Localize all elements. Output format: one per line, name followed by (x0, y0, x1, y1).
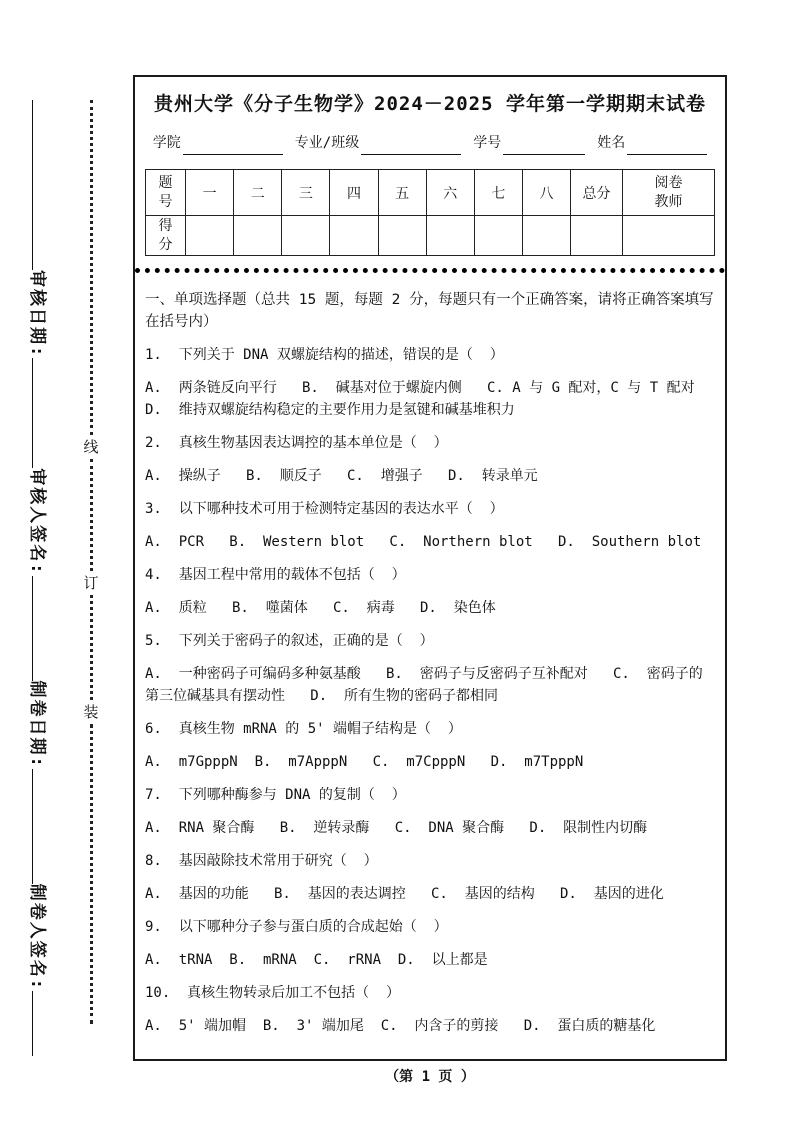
score-cell-5 (378, 216, 426, 256)
question-options: A. m7GpppN B. m7ApppN C. m7CpppN D. m7TpppN (145, 754, 584, 770)
grader-header-cell (623, 170, 715, 216)
column-header-4: 四 (330, 170, 378, 216)
question-options: A. 一种密码子可编码多种氨基酸 B. 密码子与反密码子互补配对 C. 密码子的第三位碱基具有摆动性 D. 所有生物的密码子都相同 (145, 666, 703, 704)
question-block-7 (145, 784, 715, 839)
review-date-label: 审核日期: (27, 270, 47, 359)
binding-dots-segment (90, 459, 93, 571)
student-info-row (145, 131, 715, 155)
major-class-label: 专业/班级 (294, 135, 360, 151)
question-block-4 (145, 564, 715, 619)
question-stem: 10. 真核生物转录后加工不包括（ ） (145, 985, 401, 1001)
college-field (153, 131, 283, 155)
reviewer-signature-label: 审核人签名: (27, 468, 47, 576)
binding-dots-segment (90, 724, 93, 1024)
binding-dots-segment (90, 100, 93, 435)
question-block-5 (145, 630, 715, 707)
making-date-blank (32, 576, 52, 681)
name-field (597, 131, 707, 155)
question-number-corner-cell (146, 170, 186, 216)
question-stem: 2. 真核生物基因表达调控的基本单位是（ ） (145, 435, 448, 451)
question-block-8 (145, 850, 715, 905)
score-table-header-row (146, 170, 715, 216)
score-cell-8 (522, 216, 570, 256)
maker-signature-label: 制卷人签名: (27, 883, 47, 991)
question-options: A. 两条链反向平行 B. 碱基对位于螺旋内侧 C. A 与 G 配对，C 与 T 配对 D. 维持双螺旋结构稳定的主要作用力是氢键和碱基堆积力 (145, 380, 720, 418)
question-options: A. 质粒 B. 噬菌体 C. 病毒 D. 染色体 (145, 600, 496, 616)
major-class-blank (361, 137, 461, 155)
exam-title: 贵州大学《分子生物学》2024－2025 学年第一学期期末试卷 (154, 93, 706, 115)
score-label: 得分 (158, 217, 173, 253)
question-stem: 5. 下列关于密码子的叙述，正确的是（ ） (145, 633, 434, 649)
column-header-8: 八 (522, 170, 570, 216)
score-row-label-cell (146, 216, 186, 256)
score-table-score-row (146, 216, 715, 256)
student-id-label: 学号 (473, 135, 502, 151)
major-class-field (295, 131, 461, 155)
score-table (145, 169, 715, 256)
making-date-label: 制卷日期: (27, 680, 47, 769)
binding-char-zhuang: 装 (83, 703, 99, 721)
column-header-5: 五 (378, 170, 426, 216)
question-options: A. 5' 端加帽 B. 3' 端加尾 C. 内含子的剪接 D. 蛋白质的糖基化 (145, 1018, 656, 1034)
reviewer-signature-blank (32, 358, 52, 468)
column-header-total: 总分 (571, 170, 623, 216)
column-header-7: 七 (474, 170, 522, 216)
section-heading: 一、单项选择题（总共 15 题，每题 2 分，每题只有一个正确答案，请将正确答案填写在括号内） (145, 292, 714, 330)
binding-char-ding: 订 (83, 574, 99, 592)
question-stem: 8. 基因敲除技术常用于研究（ ） (145, 853, 378, 869)
college-label: 学院 (152, 135, 181, 151)
score-cell-6 (426, 216, 474, 256)
column-header-2: 二 (234, 170, 282, 216)
question-block-10 (145, 982, 715, 1037)
grader-label: 阅卷教师 (654, 174, 683, 210)
question-number-label: 题号 (158, 174, 173, 210)
question-options: A. PCR B. Western blot C. Northern blot D. Southern blot (145, 534, 702, 550)
question-options: A. 基因的功能 B. 基因的表达调控 C. 基因的结构 D. 基因的进化 (145, 886, 664, 902)
score-cell-3 (282, 216, 330, 256)
question-block-1 (145, 344, 720, 421)
question-block-6 (145, 718, 715, 773)
dotted-separator (135, 268, 725, 273)
trailing-blank (32, 991, 52, 1056)
column-header-6: 六 (426, 170, 474, 216)
question-stem: 1. 下列关于 DNA 双螺旋结构的描述，错误的是（ ） (145, 347, 504, 363)
score-cell-1 (186, 216, 234, 256)
column-header-1: 一 (186, 170, 234, 216)
score-cell-total (571, 216, 623, 256)
college-blank (183, 137, 283, 155)
question-block-9 (145, 916, 715, 971)
student-id-field (473, 131, 585, 155)
binding-char-xian: 线 (83, 438, 99, 456)
maker-signature-blank (32, 769, 52, 884)
question-stem: 7. 下列哪种酶参与 DNA 的复制（ ） (145, 787, 406, 803)
question-stem: 6. 真核生物 mRNA 的 5' 端帽子结构是（ ） (145, 721, 462, 737)
question-block-2 (145, 432, 715, 487)
question-stem: 9. 以下哪种分子参与蛋白质的合成起始（ ） (145, 919, 448, 935)
question-block-3 (145, 498, 715, 553)
page-number: （第 1 页 ） (385, 1069, 475, 1085)
exam-paper-box (133, 75, 727, 1061)
binding-dots-segment (90, 595, 93, 700)
score-cell-4 (330, 216, 378, 256)
score-cell-grader (623, 216, 715, 256)
name-label: 姓名 (597, 135, 626, 151)
score-cell-7 (474, 216, 522, 256)
column-header-3: 三 (282, 170, 330, 216)
question-stem: 4. 基因工程中常用的载体不包括（ ） (145, 567, 406, 583)
question-options: A. tRNA B. mRNA C. rRNA D. 以上都是 (145, 952, 488, 968)
name-blank (627, 137, 707, 155)
binding-line (82, 100, 100, 1024)
question-options: A. 操纵子 B. 顺反子 C. 增强子 D. 转录单元 (145, 468, 538, 484)
question-options: A. RNA 聚合酶 B. 逆转录酶 C. DNA 聚合酶 D. 限制性内切酶 (145, 820, 648, 836)
margin-signature-strip (22, 100, 52, 1030)
score-cell-2 (234, 216, 282, 256)
question-stem: 3. 以下哪种技术可用于检测特定基因的表达水平（ ） (145, 501, 504, 517)
student-id-blank (503, 137, 585, 155)
review-date-blank (32, 100, 52, 270)
